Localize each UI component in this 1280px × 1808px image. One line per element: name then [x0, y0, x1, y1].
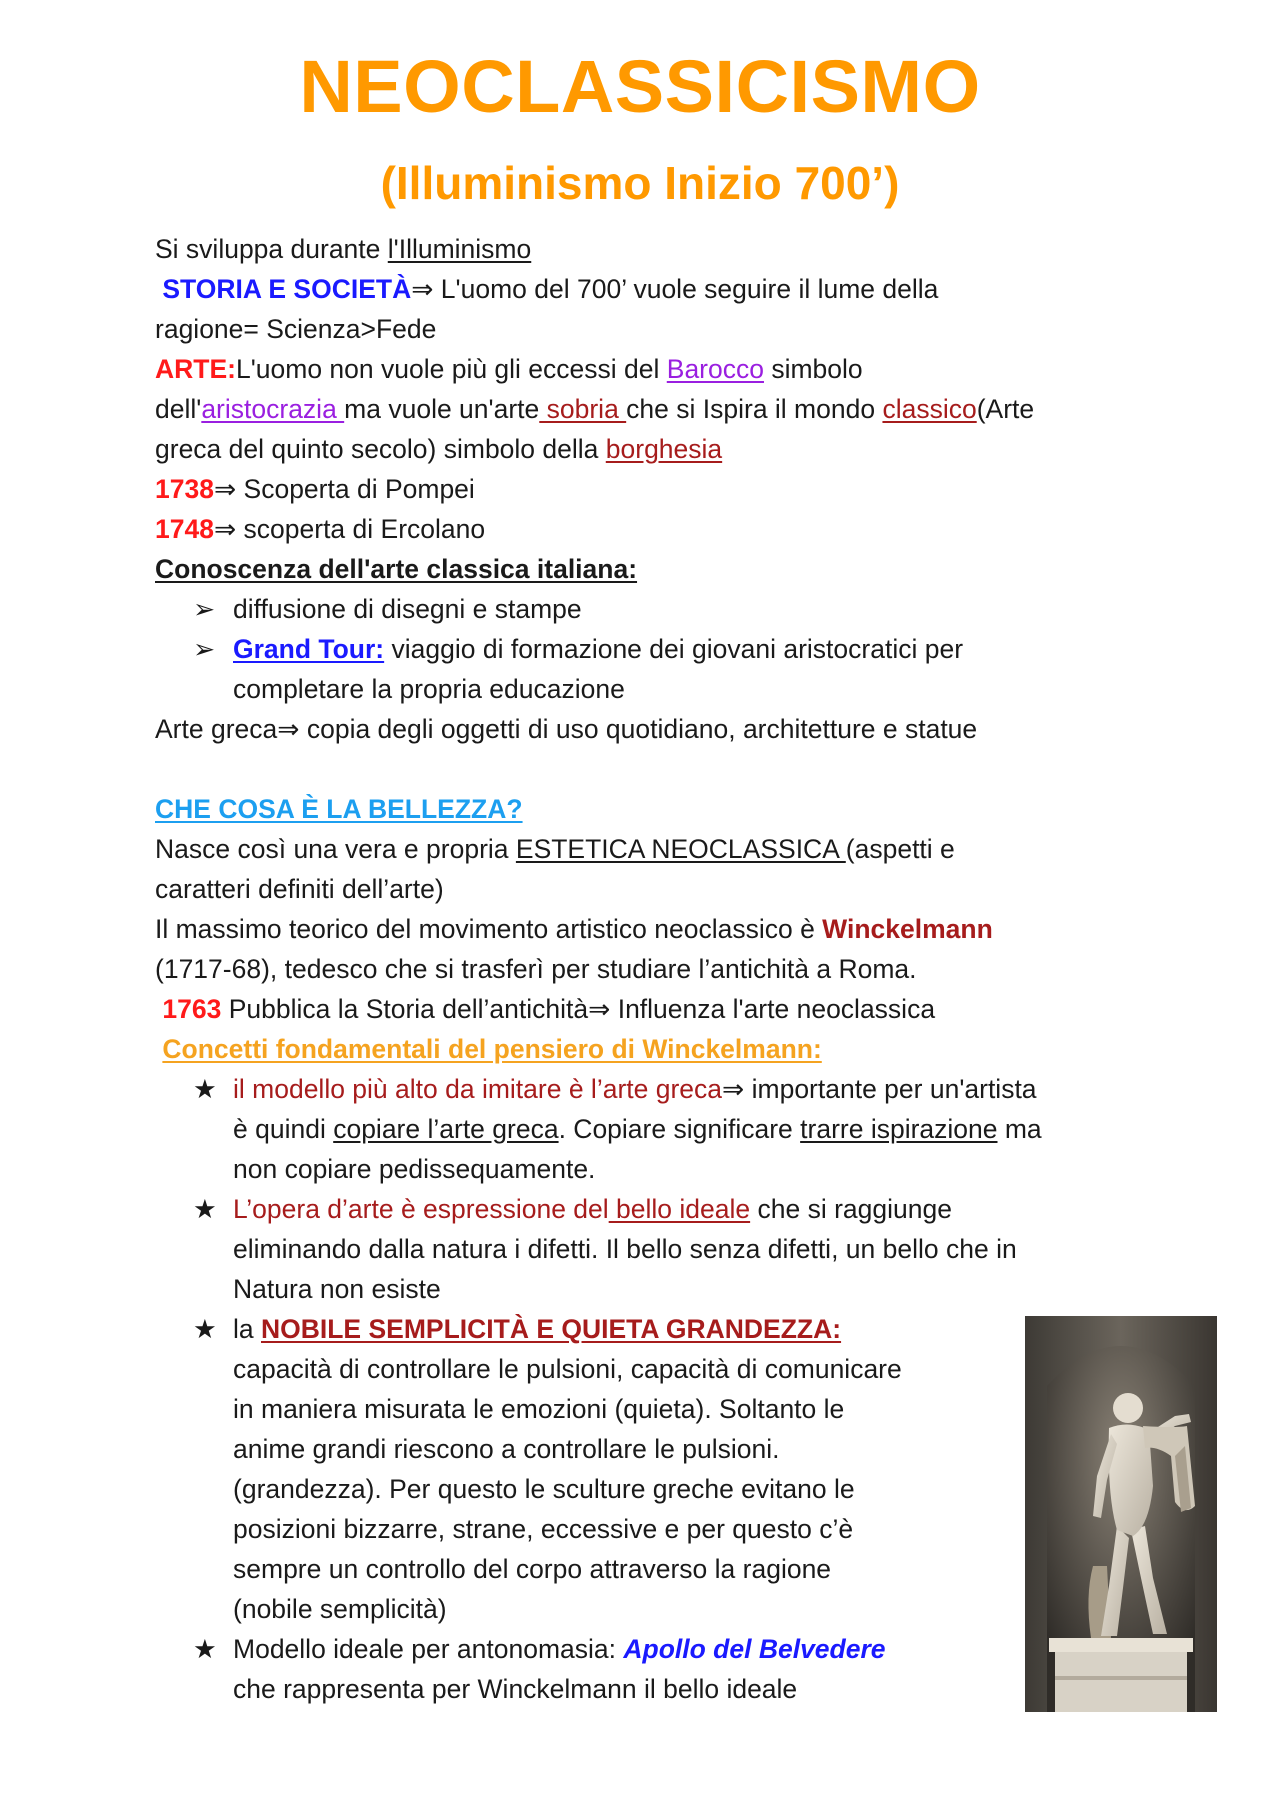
arrow-icon: ⇒ — [213, 514, 237, 544]
concept-line: il modello più alto da imitare è l’arte greca⇒ importante per un'artista — [233, 1074, 1037, 1104]
aristocrazia-link[interactable]: aristocrazia — [201, 394, 345, 424]
conoscenza-heading: Conoscenza dell'arte classica italiana: — [155, 554, 638, 584]
arrow-icon: ⇒ — [277, 714, 300, 744]
arte-line-1: ARTE:L'uomo non vuole più gli eccessi del Barocco simbolo — [155, 354, 863, 384]
arte-label: ARTE: — [155, 354, 236, 384]
estetica-term: ESTETICA NEOCLASSICA — [515, 834, 846, 864]
arrow-icon: ⇒ — [411, 274, 434, 304]
classico-link[interactable]: classico — [882, 394, 977, 424]
list-item-continuation: completare la propria educazione — [233, 674, 625, 704]
date-year: 1738 — [155, 474, 214, 504]
borghesia-link[interactable]: borghesia — [605, 434, 723, 464]
arte-line-3: greca del quinto secolo) simbolo della borghesia — [155, 434, 723, 464]
arrow-icon: ⇒ — [722, 1074, 745, 1104]
concept-line: (nobile semplicità) — [233, 1594, 447, 1624]
storia-line-2: ragione= Scienza>Fede — [155, 314, 437, 344]
date-line: 1738⇒ Scoperta di Pompei — [155, 474, 475, 504]
concept-line: non copiare pedissequamente. — [233, 1154, 596, 1184]
concept-line: è quindi copiare l’arte greca. Copiare significare trarre ispirazione ma — [233, 1114, 1042, 1144]
date-year: 1748 — [155, 514, 214, 544]
winckelmann-name: Winckelmann — [822, 914, 993, 944]
concept-line: in maniera misurata le emozioni (quieta). Soltanto le — [233, 1394, 845, 1424]
apollo-statue-image — [1025, 1316, 1217, 1712]
intro-line: Si sviluppa durante l'Illuminismo — [155, 234, 532, 264]
barocco-link[interactable]: Barocco — [666, 354, 764, 384]
date-year: 1763 — [162, 994, 222, 1024]
nobile-semplicita-term: NOBILE SEMPLICITÀ E QUIETA GRANDEZZA: — [261, 1314, 842, 1344]
arrow-icon: ⇒ — [213, 474, 237, 504]
illuminismo-link[interactable]: l'Illuminismo — [387, 234, 532, 264]
concept-line: capacità di controllare le pulsioni, capacità di comunicare — [233, 1354, 902, 1384]
bellezza-line-1: Nasce così una vera e propria ESTETICA NEOCLASSICA (aspetti e — [155, 834, 955, 864]
concept-line: anime grandi riescono a controllare le pulsioni. — [233, 1434, 780, 1464]
list-item: diffusione di disegni e stampe — [233, 594, 582, 624]
bellezza-line-4: (1717-68), tedesco che si trasferì per studiare l’antichità a Roma. — [155, 954, 917, 984]
concept-line: la NOBILE SEMPLICITÀ E QUIETA GRANDEZZA: — [233, 1314, 842, 1344]
date-line: 1748⇒ scoperta di Ercolano — [155, 514, 486, 544]
arte-greca-line: Arte greca⇒ copia degli oggetti di uso quotidiano, architetture e statue — [155, 714, 978, 744]
concept-line: (grandezza). Per questo le sculture greche evitano le — [233, 1474, 855, 1504]
arrowhead-bullet-icon: ➢ — [193, 634, 216, 664]
star-bullet-icon: ★ — [193, 1074, 217, 1104]
bellezza-line-3: Il massimo teorico del movimento artistico neoclassico è Winckelmann — [155, 914, 993, 944]
sobria-link[interactable]: sobria — [539, 394, 627, 424]
concept-line: Modello ideale per antonomasia: Apollo del Belvedere — [233, 1634, 886, 1664]
star-bullet-icon: ★ — [193, 1194, 217, 1224]
concetti-heading: Concetti fondamentali del pensiero di Winckelmann: — [162, 1034, 822, 1064]
page-title: NEOCLASSICISMO — [299, 45, 981, 128]
concept-line: sempre un controllo del corpo attraverso la ragione — [233, 1554, 832, 1584]
star-bullet-icon: ★ — [193, 1314, 217, 1344]
grand-tour-link[interactable]: Grand Tour: — [233, 634, 385, 664]
arrowhead-bullet-icon: ➢ — [193, 594, 216, 624]
list-item: Grand Tour: viaggio di formazione dei giovani aristocratici per — [233, 634, 964, 664]
concept-line: che rappresenta per Winckelmann il bello ideale — [233, 1674, 798, 1704]
arte-line-2: dell'aristocrazia ma vuole un'arte sobria che si Ispira il mondo classico(Arte — [155, 394, 1035, 424]
bellezza-line-5: 1763 Pubblica la Storia dell’antichità⇒ Influenza l'arte neoclassica — [162, 994, 936, 1024]
storia-label: STORIA E SOCIETÀ — [162, 274, 412, 304]
page-subtitle: (Illuminismo Inizio 700’) — [380, 157, 900, 209]
star-bullet-icon: ★ — [193, 1634, 217, 1664]
concept-line: eliminando dalla natura i difetti. Il bello senza difetti, un bello che in — [233, 1234, 1017, 1264]
bellezza-line-2: caratteri definiti dell’arte) — [155, 874, 444, 904]
concept-line: L’opera d’arte è espressione del bello ideale che si raggiunge — [233, 1194, 952, 1224]
storia-line: STORIA E SOCIETÀ⇒ L'uomo del 700’ vuole seguire il lume della — [162, 274, 939, 304]
concept-line: posizioni bizzarre, strane, eccessive e per questo c’è — [233, 1514, 854, 1544]
arrow-icon: ⇒ — [588, 994, 611, 1024]
concept-line: Natura non esiste — [233, 1274, 441, 1304]
apollo-belvedere-term: Apollo del Belvedere — [623, 1634, 886, 1664]
bellezza-heading: CHE COSA È LA BELLEZZA? — [155, 794, 523, 824]
